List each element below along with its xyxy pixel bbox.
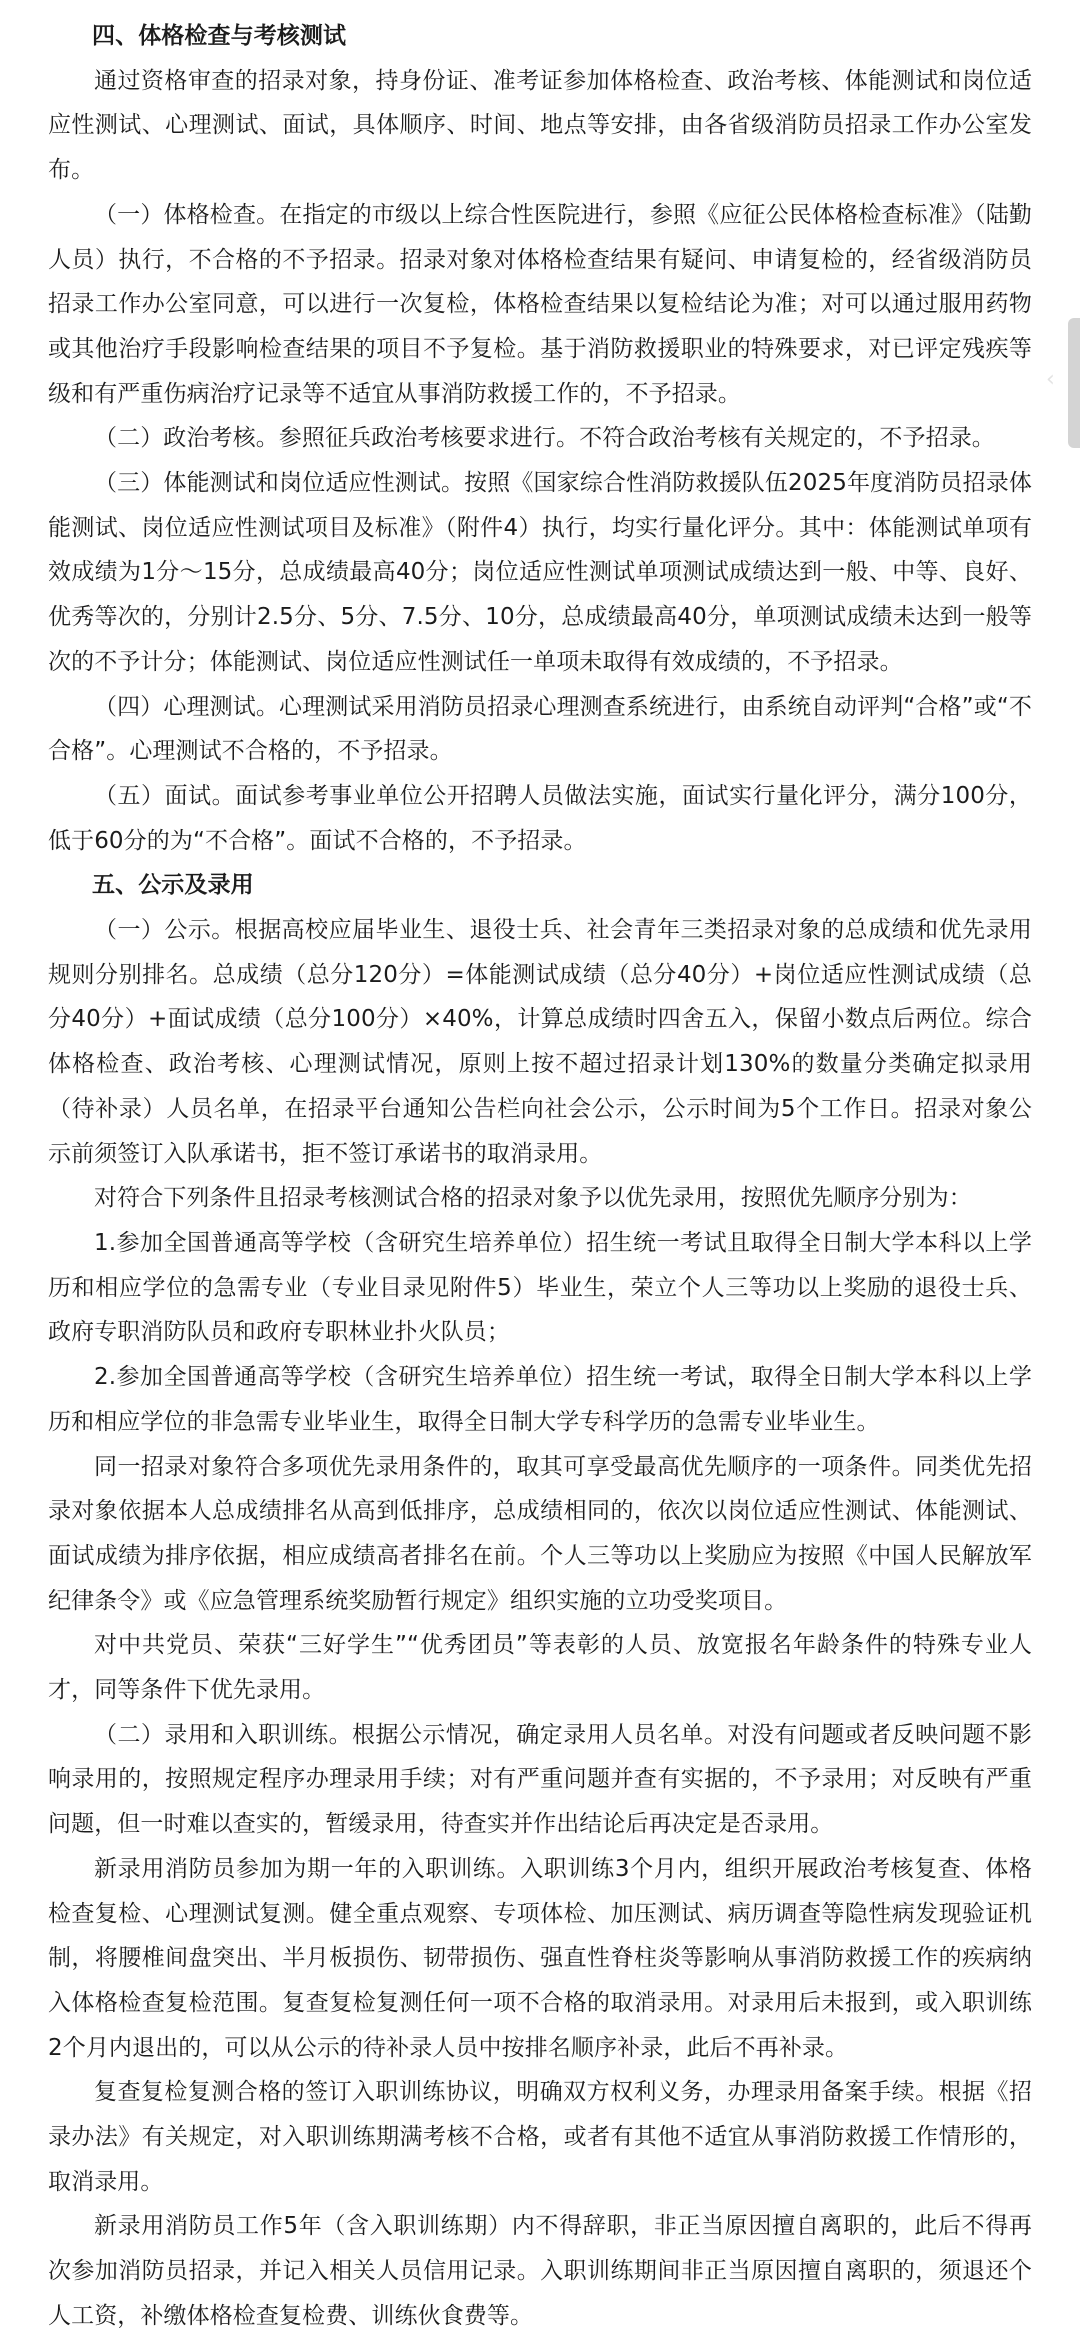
paragraph: 对中共党员、荣获“三好学生”“优秀团员”等表彰的人员、放宽报名年龄条件的特殊专业人才，同等条件下优先录用。: [48, 1632, 1032, 1704]
paragraph: 复查复检复测合格的签订入职训练协议，明确双方权利义务，办理录用备案手续。根据《招录办法》有关规定，对入职训练期满考核不合格，或者有其他不适宜从事消防救援工作情形的，取消录用。: [48, 2079, 1032, 2195]
paragraph: （一）体格检查。在指定的市级以上综合性医院进行，参照《应征公民体格检查标准》（陆勤人员）执行，不合格的不予招录。招录对象对体格检查结果有疑问、申请复检的，经省级消防员招录工作办公室同意，可以进行一次复检，体格检查结果以复检结论为准；对可以通过服用药物或其他治疗手段影响检查结果的项目不予复检。基于消防救援职业的特殊要求，对已评定残疾等级和有严重伤病治疗记录等不适宜从事消防救援工作的，不予招录。: [48, 201, 1032, 407]
paragraph: （二）政治考核。参照征兵政治考核要求进行。不符合政治考核有关规定的，不予招录。: [94, 425, 995, 452]
paragraph: 1.参加全国普通高等学校（含研究生培养单位）招生统一考试且取得全日制大学本科以上学历和相应学位的急需专业（专业目录见附件5）毕业生，荣立个人三等功以上奖励的退役士兵、政府专职消防队员和政府专职林业扑火队员；: [48, 1229, 1032, 1346]
section-heading: 四、体格检查与考核测试: [92, 23, 347, 49]
chevron-left-icon[interactable]: ‹: [1046, 367, 1055, 392]
paragraph: （四）心理测试。心理测试采用消防员招录心理测查系统进行，由系统自动评判“合格”或“不合格”。心理测试不合格的，不予招录。: [48, 693, 1032, 765]
paragraph: 2.参加全国普通高等学校（含研究生培养单位）招生统一考试，取得全日制大学本科以上学历和相应学位的非急需专业毕业生，取得全日制大学专科学历的急需专业毕业生。: [48, 1364, 1032, 1435]
paragraph: 通过资格审查的招录对象，持身份证、准考证参加体格检查、政治考核、体能测试和岗位适应性测试、心理测试、面试，具体顺序、时间、地点等安排，由各省级消防员招录工作办公室发布。: [48, 67, 1032, 184]
paragraph: 同一招录对象符合多项优先录用条件的，取其可享受最高优先顺序的一项条件。同类优先招录对象依据本人总成绩排名从高到低排序，总成绩相同的，依次以岗位适应性测试、体能测试、面试成绩为排序依据，相应成绩高者排名在前。个人三等功以上奖励应为按照《中国人民解放军纪律条令》或《应急管理系统奖励暂行规定》组织实施的立功受奖项目。: [48, 1453, 1032, 1614]
paragraph: （五）面试。面试参考事业单位公开招聘人员做法实施，面试实行量化评分，满分100分，低于60分的为“不合格”。面试不合格的，不予招录。: [48, 782, 1032, 854]
scrollbar-thumb[interactable]: [1068, 318, 1080, 448]
section-heading: 五、公示及录用: [92, 872, 254, 899]
paragraph: （三）体能测试和岗位适应性测试。按照《国家综合性消防救援队伍2025年度消防员招录体能测试、岗位适应性测试项目及标准》（附件4）执行，均实行量化评分。其中：体能测试单项有效成绩为1分～15分，总成绩最高40分；岗位适应性测试单项测试成绩达到一般、中等、良好、优秀等次的，分别计2.5分、5分、7.5分、10分，总成绩最高40分，单项测试成绩未达到一般等次的不予计分；体能测试、岗位适应性测试任一单项未取得有效成绩的，不予招录。: [48, 470, 1032, 675]
paragraph: （一）公示。根据高校应届毕业生、退役士兵、社会青年三类招录对象的总成绩和优先录用规则分别排名。总成绩（总分120分）=体能测试成绩（总分40分）+岗位适应性测试成绩（总分40分）+面试成绩（总分100分）×40%，计算总成绩时四舍五入，保留小数点后两位。综合体格检查、政治考核、心理测试情况，原则上按不超过招录计划130%的数量分类确定拟录用（待补录）人员名单，在招录平台通知公告栏向社会公示，公示时间为5个工作日。招录对象公示前须签订入队承诺书，拒不签订承诺书的取消录用。: [48, 917, 1032, 1167]
paragraph: 对符合下列条件且招录考核测试合格的招录对象予以优先录用，按照优先顺序分别为：: [94, 1185, 972, 1212]
paragraph: （二）录用和入职训练。根据公示情况，确定录用人员名单。对没有问题或者反映问题不影响录用的，按照规定程序办理录用手续；对有严重问题并查有实据的，不予录用；对反映有严重问题，但一时难以查实的，暂缓录用，待查实并作出结论后再决定是否录用。: [48, 1721, 1032, 1838]
paragraph: 新录用消防员参加为期一年的入职训练。入职训练3个月内，组织开展政治考核复查、体格检查复检、心理测试复测。健全重点观察、专项体检、加压测试、病历调查等隐性病发现验证机制，将腰椎间盘突出、半月板损伤、韧带损伤、强直性脊柱炎等影响从事消防救援工作的疾病纳入体格检查复检范围。复查复检复测任何一项不合格的取消录用。对录用后未报到，或入职训练2个月内退出的，可以从公示的待补录人员中按排名顺序补录，此后不再补录。: [48, 1855, 1032, 2061]
paragraph: 新录用消防员工作5年（含入职训练期）内不得辞职，非正当原因擅自离职的，此后不得再次参加消防员招录，并记入相关人员信用记录。入职训练期间非正当原因擅自离职的，须退还个人工资，补缴体格检查复检费、训练伙食费等。: [48, 2213, 1032, 2329]
